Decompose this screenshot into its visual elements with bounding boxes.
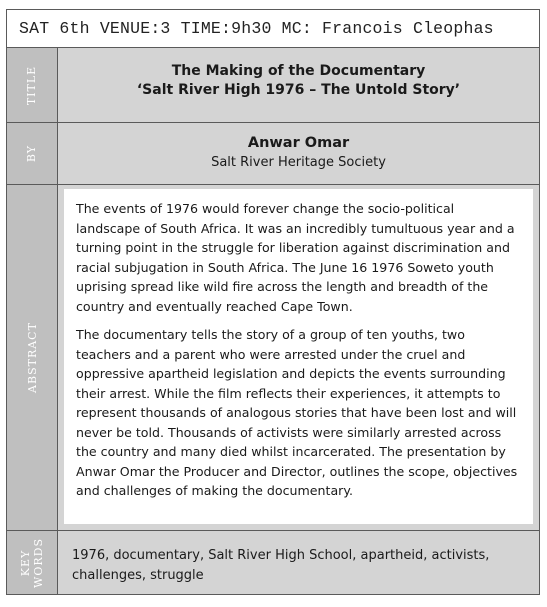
abstract-row [7,185,539,531]
abstract-side-label [7,185,58,530]
abstract-text-box [64,189,533,524]
by-side-label [7,123,58,184]
abstract-label: ABSTRACT [25,322,39,393]
session-header: SAT 6th VENUE:3 TIME:9h30 MC: Francois Cleophas [7,10,539,48]
session-card [6,9,540,595]
title-side-label [7,48,58,122]
title-line-1: The Making of the Documentary [171,63,426,79]
by-label: BY [25,144,39,163]
by-content [58,123,539,184]
keywords-row [7,531,539,594]
abstract-paragraph-1: The events of 1976 would forever change the socio-political landscape of South Africa. It was an incredibly tumultuous year and a turning point in the struggle for liberation against discrimination and racial subjugation in South Africa. The June 16 1976 Soweto youth uprising spread like wild fire across the length and breadth of the country and eventually reached Cape Town. [76,201,515,314]
abstract-content [58,185,539,530]
keywords-label [19,538,45,588]
by-row [7,123,539,185]
abstract-paragraph-2: The documentary tells the story of a group of ten youths, two teachers and a parent who were arrested under the cruel and oppressive apartheid legislation and depicts the events surrounding their arrest. While the film reflects their experiences, it attempts to represent thousands of analogous stories that have been lost and will never be told. Thousands of activists were similarly arrested across the country and many died whilst incarcerated. The presentation by Anwar Omar the Producer and Director, outlines the scope, objectives and challenges of making the documentary. [76,327,518,498]
title-row [7,48,539,123]
title-line-2: ‘Salt River High 1976 – The Untold Story’ [136,82,461,98]
keywords-content: 1976, documentary, Salt River High School, apartheid, activists, challenges, struggle [58,531,539,594]
title-label: TITLE [25,65,39,105]
keywords-side-label [7,531,58,594]
keywords-label-line-2: WORDS [32,537,45,588]
title-content [58,48,539,122]
presenter-name: Anwar Omar [247,135,350,151]
presenter-organization: Salt River Heritage Society [211,155,386,170]
keywords-label-line-1: KEY [19,549,32,576]
